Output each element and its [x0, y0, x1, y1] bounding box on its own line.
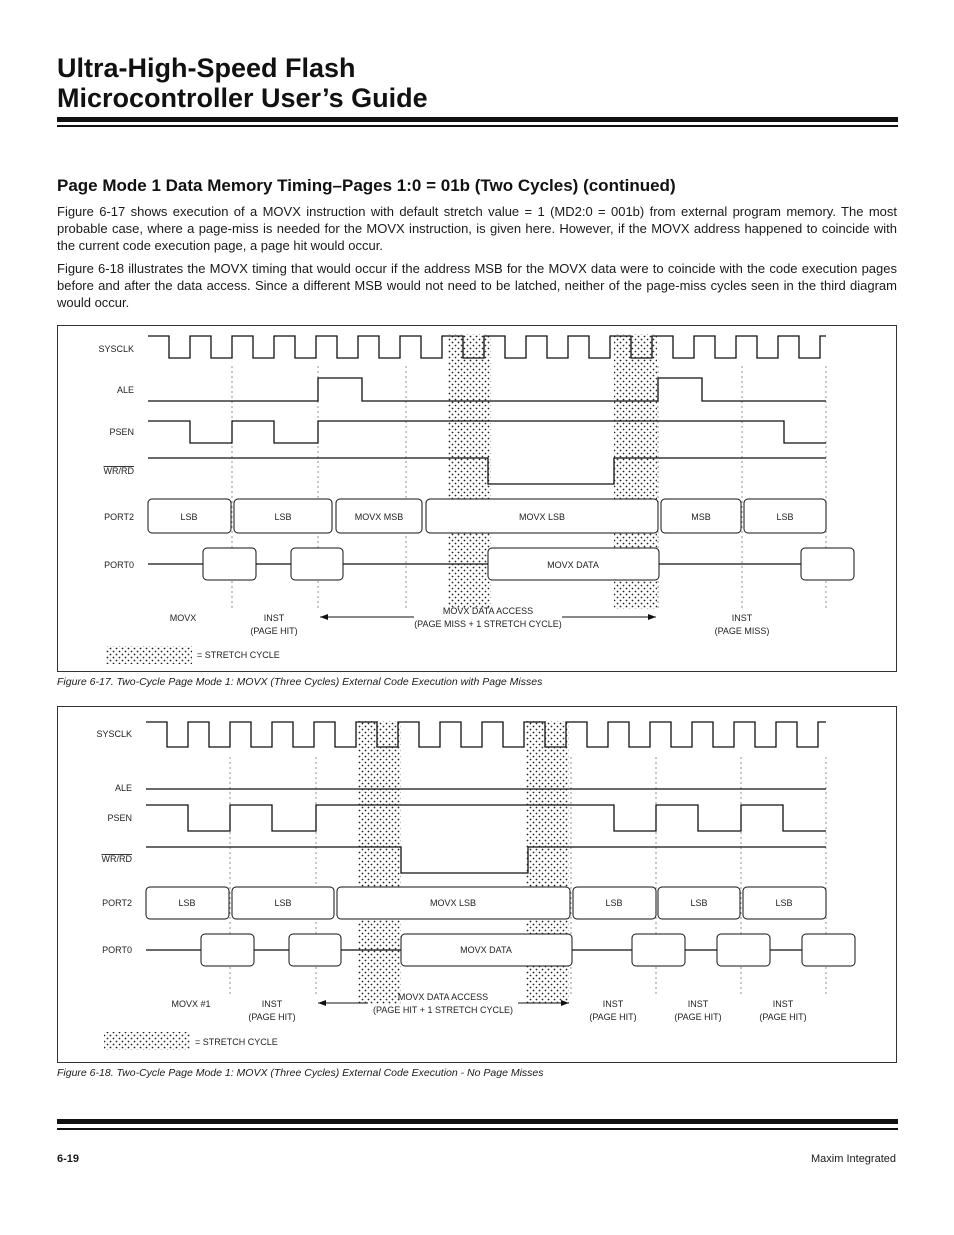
phase-label: INST	[772, 999, 794, 1009]
document-title-line1: Ultra-High-Speed Flash	[57, 53, 356, 83]
signal-label-wr-rd: WR/RD	[101, 854, 132, 864]
timing-diagram-1	[58, 326, 896, 671]
port2-label: LSB	[178, 898, 196, 908]
timing-diagram-2	[58, 707, 896, 1062]
port2-label: LSB	[605, 898, 623, 908]
header-rule-thick	[57, 117, 898, 122]
port2-label: LSB	[775, 898, 793, 908]
psen-waveform	[146, 805, 826, 831]
section-title: Page Mode 1 Data Memory Timing–Pages 1:0 = 01b (Two Cycles) (continued)	[57, 176, 676, 195]
wr-rd-waveform	[146, 847, 826, 873]
port2-label: LSB	[274, 898, 292, 908]
paragraph-2: Figure 6-18 illustrates the MOVX timing that would occur if the address MSB for the MOVX data were to coincide with the code execution pages before and after the data access. Since a different MSB would not need to be latched, neither of the page-miss cycles seen in the third diagram would occur.	[57, 261, 897, 310]
phase-label: (PAGE MISS + 1 STRETCH CYCLE)	[414, 619, 562, 629]
port2-label: MOVX LSB	[429, 898, 477, 908]
port0-box	[291, 548, 343, 580]
port0-box	[802, 934, 855, 966]
sysclk-waveform	[146, 722, 826, 747]
port0-box	[801, 548, 854, 580]
phase-label: INST	[731, 613, 753, 623]
signal-label-psen: PSEN	[109, 427, 134, 437]
phase-label: (PAGE HIT)	[589, 1012, 637, 1022]
port2-label: MSB	[691, 512, 711, 522]
port2-label: LSB	[690, 898, 708, 908]
port0-box	[201, 934, 254, 966]
phase-label: INST	[602, 999, 624, 1009]
stretch-region	[358, 721, 401, 1004]
signal-label-ale: ALE	[116, 385, 134, 395]
port0-box	[289, 934, 341, 966]
port0-box	[632, 934, 685, 966]
phase-label: INST	[263, 613, 285, 623]
port2-label: LSB	[274, 512, 292, 522]
phase-label: MOVX	[169, 613, 197, 623]
stretch-region	[448, 334, 491, 609]
footer-rule-thick	[57, 1119, 898, 1124]
phase-label: INST	[687, 999, 709, 1009]
signal-label-port2: PORT2	[104, 512, 134, 522]
document-title-line2: Microcontroller User’s Guide	[57, 83, 428, 113]
port0-box	[203, 548, 256, 580]
signal-label-psen: PSEN	[107, 813, 132, 823]
figure-6-18-caption: Figure 6-18. Two-Cycle Page Mode 1: MOVX (Three Cycles) External Code Execution - No Page Misses	[57, 1067, 544, 1079]
document-title	[57, 53, 428, 113]
signal-label-wr-rd: WR/RD	[103, 466, 134, 476]
phase-label: INST	[261, 999, 283, 1009]
footer-rule-thin	[57, 1128, 898, 1130]
company-name: Maxim Integrated	[811, 1153, 896, 1165]
header-rule-thin	[57, 125, 898, 127]
port2-label: LSB	[180, 512, 198, 522]
phase-label: (PAGE HIT)	[248, 1012, 296, 1022]
legend-label: = STRETCH CYCLE	[195, 1037, 278, 1047]
port2-label: MOVX MSB	[354, 512, 404, 522]
phase-label: (PAGE HIT)	[250, 626, 298, 636]
legend-label: = STRETCH CYCLE	[197, 650, 280, 660]
signal-label-sysclk: SYSCLK	[98, 344, 134, 354]
figure-6-17-caption: Figure 6-17. Two-Cycle Page Mode 1: MOVX (Three Cycles) External Code Execution with Page Misses	[57, 676, 543, 688]
phase-label: (PAGE HIT)	[759, 1012, 807, 1022]
signal-label-port0: PORT0	[104, 560, 134, 570]
figure-6-17	[57, 325, 897, 672]
signal-label-port2: PORT2	[102, 898, 132, 908]
stretch-legend-swatch	[106, 646, 192, 664]
phase-label: (PAGE MISS)	[714, 626, 770, 636]
stretch-legend-swatch	[104, 1032, 190, 1050]
figure-6-18	[57, 706, 897, 1063]
port0-box	[717, 934, 770, 966]
signal-label-sysclk: SYSCLK	[96, 729, 132, 739]
port2-label: LSB	[776, 512, 794, 522]
port0-label: MOVX DATA	[460, 945, 512, 955]
phase-label: MOVX DATA ACCESS	[397, 992, 489, 1002]
phase-label: MOVX #1	[171, 999, 211, 1009]
phase-label: (PAGE HIT)	[674, 1012, 722, 1022]
port2-label: MOVX LSB	[518, 512, 566, 522]
signal-label-ale: ALE	[114, 783, 132, 793]
port0-label: MOVX DATA	[547, 560, 599, 570]
phase-label: (PAGE HIT + 1 STRETCH CYCLE)	[373, 1005, 513, 1015]
phase-label: MOVX DATA ACCESS	[442, 606, 534, 616]
paragraph-1: Figure 6-17 shows execution of a MOVX instruction with default stretch value = 1 (MD2:0 = 001b) from external program memory. The most probable case, where a page-miss is needed for the MOVX instruction, is given here. However, if the MOVX address happened to coincide with the current code execution page, a page hit would occur.	[57, 204, 897, 253]
signal-label-port0: PORT0	[102, 945, 132, 955]
page-number: 6-19	[57, 1153, 80, 1165]
